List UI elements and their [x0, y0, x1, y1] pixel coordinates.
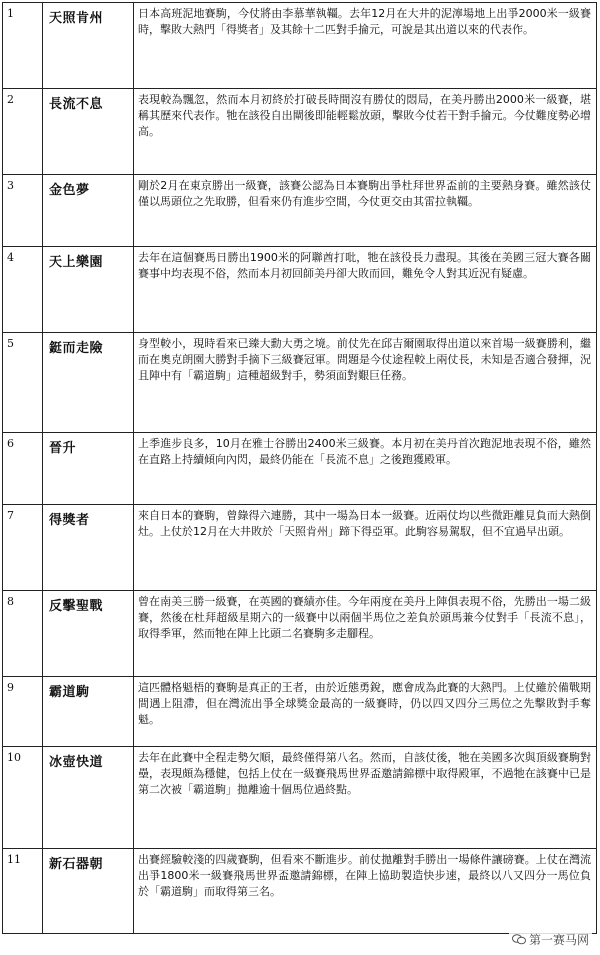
horse-name: 晉升: [43, 433, 134, 505]
horse-name: 反擊聖戰: [43, 591, 134, 677]
table-row: [3, 89, 597, 175]
horse-description: 出賽經驗較淺的四歲賽駒，但看來不斷進步。前仗拋離對手勝出一場條件讓磅賽。上仗在灣流出爭1800米一級賽飛馬世界盃邀請錦標，在陣上協助製造快步速，最終以八又四分一馬位負於「霸道駒」而取得第三名。: [134, 849, 597, 934]
row-number: 1: [3, 3, 43, 89]
horse-name: 新石器朝: [43, 849, 134, 934]
horse-name: 得獎者: [43, 505, 134, 591]
watermark: [509, 930, 592, 949]
horse-description: 曾在南美三勝一級賽，在英國的賽績亦佳。今年兩度在美丹上陣俱表現不俗，先勝出一場二級賽，然後在杜拜超級星期六的一級賽中以兩個半馬位之差負於頭馬兼今仗對手「長流不息」，取得季軍，然而牠在陣上比頭二名賽駒多走腳程。: [134, 591, 597, 677]
horse-description: 日本高班泥地賽駒，今仗將由李慕華執韁。去年12月在大井的泥濘場地上出爭2000米一級賽時，擊敗大熱門「得獎者」及其餘十二匹對手掄元，可說是其出道以來的代表作。: [134, 3, 597, 89]
row-number: 8: [3, 591, 43, 677]
table-row: [3, 433, 597, 505]
table-row: [3, 677, 597, 747]
wechat-icon: [512, 934, 526, 945]
table-row: [3, 175, 597, 247]
horse-name: 金色夢: [43, 175, 134, 247]
row-number: 10: [3, 747, 43, 849]
horse-name: 天照肯州: [43, 3, 134, 89]
table-row: [3, 747, 597, 849]
table-row: [3, 849, 597, 934]
horse-description: 這匹體格魁梧的賽駒是真正的王者，由於近態勇銳，應會成為此賽的大熱門。上仗雖於備戰期間遇上阻滯，但在灣流出爭全球獎金最高的一級賽時，仍以四又四分三馬位之先擊敗對手奪魁。: [134, 677, 597, 747]
horse-name: 長流不息: [43, 89, 134, 175]
row-number: 9: [3, 677, 43, 747]
horse-description: 去年在這個賽馬日勝出1900米的阿聯酋打吡，牠在該役長力盡現。其後在美國三冠大賽各關賽事中均表現不俗，然而本月初回師美丹卻大敗而回，難免令人對其近況有疑慮。: [134, 247, 597, 333]
row-number: 11: [3, 849, 43, 934]
row-number: 7: [3, 505, 43, 591]
watermark-text: 第一赛马网: [528, 933, 589, 947]
horse-description: 表現較為飄忽，然而本月初終於打破長時間沒有勝仗的悶局，在美丹勝出2000米一級賽，堪稱其歷來代表作。牠在該役自出閘後即能輕鬆放頭，擊敗今仗若干對手掄元。今仗難度勢必增高。: [134, 89, 597, 175]
horse-name: 霸道駒: [43, 677, 134, 747]
table-row: [3, 505, 597, 591]
row-number: 6: [3, 433, 43, 505]
horse-table: [2, 2, 597, 934]
row-number: 4: [3, 247, 43, 333]
horse-name: 鋌而走險: [43, 333, 134, 433]
table-row: [3, 3, 597, 89]
table-row: [3, 591, 597, 677]
horse-description: 來自日本的賽駒，曾錄得六連勝，其中一場為日本一級賽。近兩仗均以些微距離見負而大熱倒灶。上仗於12月在大井敗於「天照肯州」蹄下得亞軍。此駒容易駕馭，但不宜過早出頭。: [134, 505, 597, 591]
horse-name: 天上樂園: [43, 247, 134, 333]
row-number: 5: [3, 333, 43, 433]
horse-description: 剛於2月在東京勝出一級賽，該賽公認為日本賽駒出爭杜拜世界盃前的主要熱身賽。雖然該仗僅以馬頭位之先取勝，但看來仍有進步空間，今仗更交由其雷拉執韁。: [134, 175, 597, 247]
row-number: 3: [3, 175, 43, 247]
row-number: 2: [3, 89, 43, 175]
horse-name: 冰壺快道: [43, 747, 134, 849]
table-row: [3, 333, 597, 433]
horse-description: 去年在此賽中全程走勢欠順，最終僅得第八名。然而，自該仗後，牠在美國多次與頂級賽駒對壘，表現頗為穩健，包括上仗在一級賽飛馬世界盃邀請錦標中取得殿軍，不過牠在該賽中已是第二次被「霸道駒」拋離逾十個馬位過終點。: [134, 747, 597, 849]
horse-description: 上季進步良多，10月在雅士谷勝出2400米三級賽。本月初在美丹首次跑泥地表現不俗，雖然在直路上持續傾向內閃，最終仍能在「長流不息」之後跑獲殿軍。: [134, 433, 597, 505]
horse-description: 身型較小，現時看來已臻大勳大勇之境。前仗先在邱吉爾園取得出道以來首場一級賽勝利，繼而在奧克朗園大勝對手摘下三級賽冠軍。問題是今仗途程較上兩仗長，未知是否適合發揮，況且陣中有「霸道駒」這種超級對手，勢須面對艱巨任務。: [134, 333, 597, 433]
table-row: [3, 247, 597, 333]
